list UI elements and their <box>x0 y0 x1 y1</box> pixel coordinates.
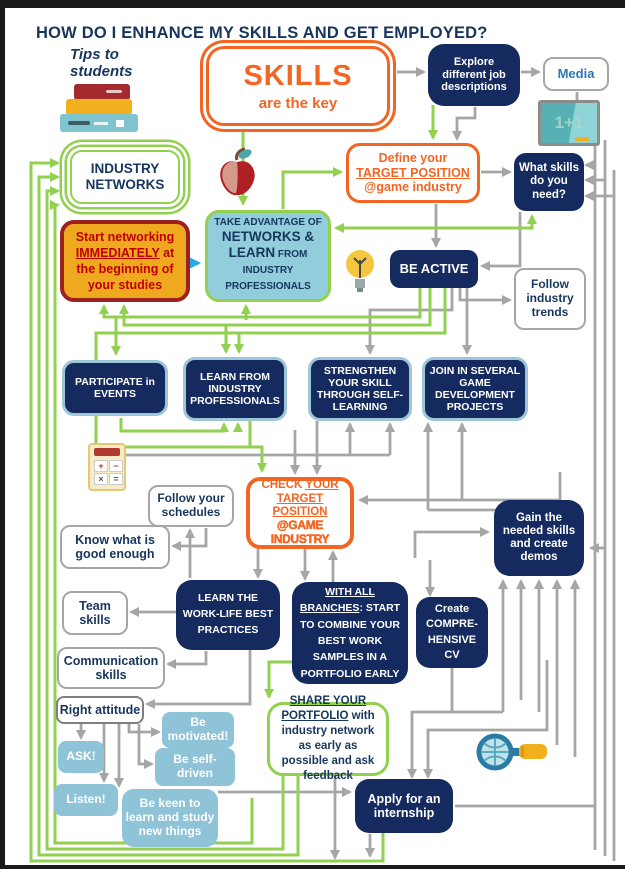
keen-to-learn-node: Be keen to learn and study new things <box>122 789 218 847</box>
create-cv-node: Create COMPRE- HENSIVE CV <box>416 597 488 668</box>
explore-jobs-node: Explore different job descriptions <box>428 44 520 106</box>
check-target-node <box>246 477 354 549</box>
be-active-node: BE ACTIVE <box>390 250 478 288</box>
participate-events-node: PARTICIPATE in EVENTS <box>62 360 168 416</box>
take-line1: TAKE ADVANTAGE OF <box>214 217 322 229</box>
strengthen-skill-node: STRENGTHEN YOUR SKILL THROUGH SELF-LEARNING <box>308 357 412 421</box>
right-attitude-node: Right attitude <box>56 696 144 724</box>
skills-node <box>206 46 390 126</box>
take-line3a: LEARN <box>228 245 276 261</box>
start-underlined: IMMEDIATELY <box>75 245 160 260</box>
industry-networks-node: INDUSTRY NETWORKS <box>70 150 180 204</box>
communication-skills-node: Communication skills <box>57 647 165 689</box>
share-underlined: SHARE YOUR PORTFOLIO <box>281 695 367 723</box>
gain-skills-node: Gain the needed skills and create demos <box>494 500 584 576</box>
check-line3: @GAME INDUSTRY <box>270 518 330 546</box>
lightbulb-icon <box>344 248 376 298</box>
share-portfolio-node <box>267 695 389 782</box>
check-line1b: YOUR <box>305 479 339 492</box>
define-target-node <box>346 143 480 203</box>
team-skills-node: Team skills <box>62 591 128 635</box>
follow-trends-node: Follow industry trends <box>514 268 586 330</box>
be-motivated-node: Be motivated! <box>162 712 234 748</box>
start-pre: Start networking <box>75 229 175 244</box>
page-edge-bottom <box>0 865 625 869</box>
take-line3b: FROM <box>275 249 308 261</box>
page-edge-top <box>0 0 625 8</box>
start-networking-node <box>60 220 190 302</box>
with-all-rest: : START TO COMBINE YOUR BEST WORK SAMPLES IN A PORTFOLIO EARLY <box>300 602 401 680</box>
magnifier-icon <box>476 733 552 773</box>
calculator-icon: + − × = <box>88 443 126 491</box>
with-all-underlined: WITH ALL BRANCHES <box>299 586 375 615</box>
work-life-practices-node: LEARN THE WORK-LIFE BEST PRACTICES <box>176 580 280 650</box>
join-projects-node: JOIN IN SEVERAL GAME DEVELOPMENT PROJECTS <box>422 357 528 421</box>
share-rest: with industry network as early as possible and ask feedback <box>281 710 375 782</box>
start-post: at the beginning of your studies <box>76 245 175 293</box>
know-good-enough-node: Know what is good enough <box>60 525 170 569</box>
take-line2: NETWORKS & <box>221 228 315 244</box>
what-skills-node: What skills do you need? <box>514 153 584 211</box>
define-line3: @game industry <box>364 180 462 195</box>
media-node: Media <box>543 57 609 91</box>
define-line2: TARGET POSITION <box>356 165 470 180</box>
check-line1a: CHECK <box>261 479 306 492</box>
skills-main: SKILLS <box>243 59 353 92</box>
page-title: HOW DO I ENHANCE MY SKILLS AND GET EMPLOYED? <box>36 24 488 42</box>
define-line1: Define your <box>378 151 448 166</box>
blackboard-text: 1+1 <box>554 113 584 132</box>
page-edge-left <box>0 0 5 869</box>
self-driven-node: Be self- driven <box>155 748 235 786</box>
take-advantage-node <box>205 210 331 302</box>
apple-icon <box>214 146 260 198</box>
skills-sub: are the key <box>258 95 338 113</box>
follow-schedules-node: Follow your schedules <box>148 485 234 527</box>
listen-node: Listen! <box>54 784 118 816</box>
check-line2: TARGET POSITION <box>272 492 328 518</box>
tips-to-students-label: Tips to students <box>70 46 133 81</box>
ask-node: ASK! <box>58 741 104 773</box>
with-all-branches-node <box>292 582 408 684</box>
learn-from-professionals-node: LEARN FROM INDUSTRY PROFESSIONALS <box>183 357 287 421</box>
take-line4: INDUSTRY PROFESSIONALS <box>225 264 311 292</box>
books-icon <box>60 84 144 136</box>
blackboard-icon <box>538 100 600 146</box>
apply-internship-node: Apply for an internship <box>355 779 453 833</box>
